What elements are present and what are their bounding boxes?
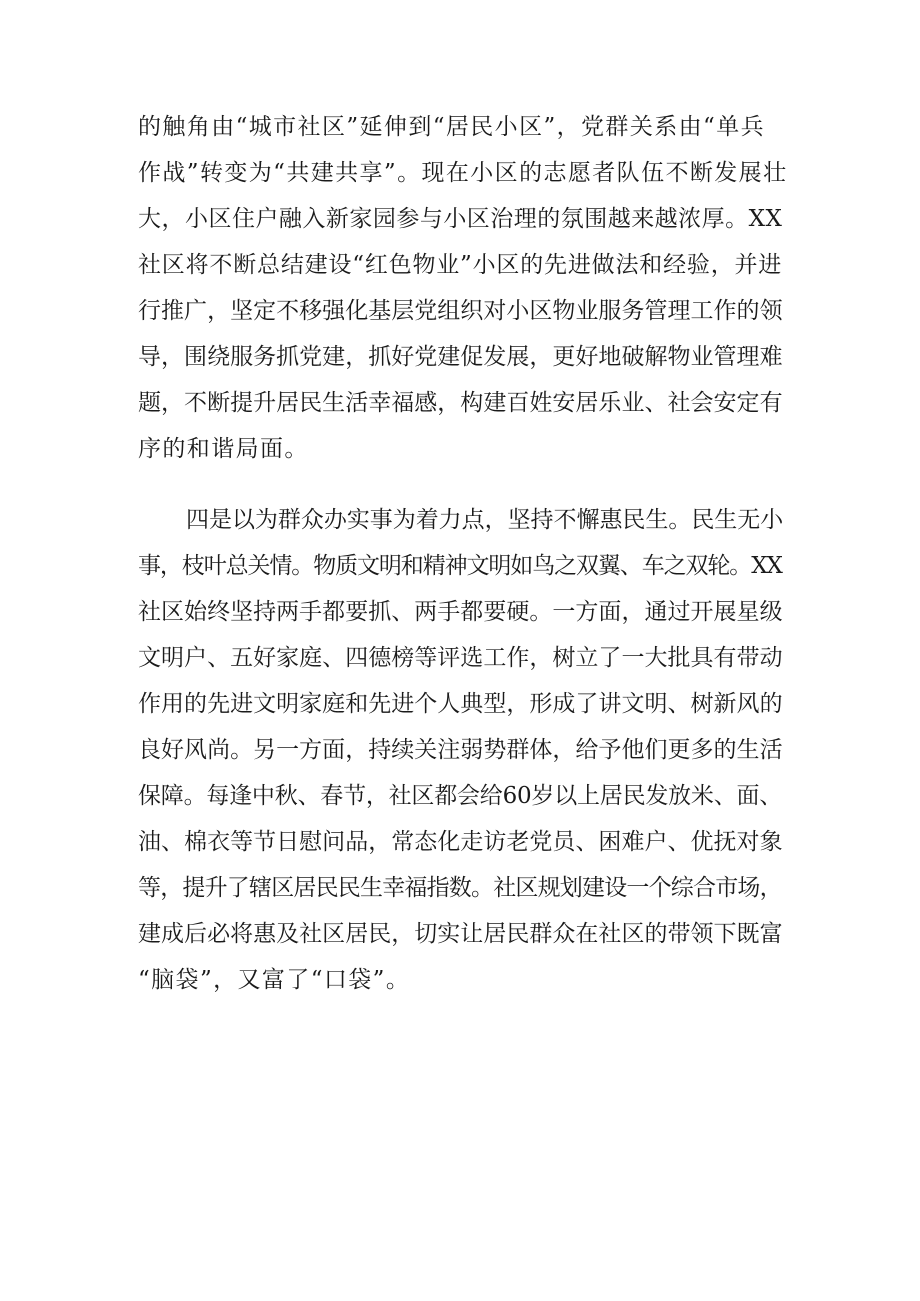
text-line: 文明户、五好家庭、四德榜等评选工作，树立了一大批具有带动 <box>138 645 783 671</box>
text-line: 社区始终坚持两手都要抓、两手都要硬。一方面，通过开展星级 <box>138 599 783 625</box>
text-line: 事，枝叶总关情。物质文明和精神文明如鸟之双翼、车之双轮。XX <box>138 553 782 579</box>
text-line: 社区将不断总结建设“红色物业”小区的先进做法和经验，并进 <box>138 252 783 278</box>
text-line: 作战”转变为“共建共享”。现在小区的志愿者队伍不断发展壮 <box>138 160 788 186</box>
text-line-indented: 四是以为群众办实事为着力点，坚持不懈惠民生。民生无小 <box>186 507 784 533</box>
text-line: 作用的先进文明家庭和先进个人典型，形成了讲文明、树新风的 <box>138 691 783 717</box>
text-line: 保障。每逢中秋、春节，社区都会给60岁以上居民发放米、面、 <box>138 783 783 809</box>
text-line: 序的和谐局面。 <box>138 436 309 462</box>
text-line: “脑袋”，又富了“口袋”。 <box>138 967 411 993</box>
text-line: 良好风尚。另一方面，持续关注弱势群体，给予他们更多的生活 <box>138 737 783 763</box>
text-line: 大，小区住户融入新家园参与小区治理的氛围越来越浓厚。XX <box>138 206 783 232</box>
text-line: 导，围绕服务抓党建，抓好党建促发展，更好地破解物业管理难 <box>138 344 783 370</box>
text-line: 等，提升了辖区居民民生幸福指数。社区规划建设一个综合市场， <box>138 875 782 901</box>
text-line: 行推广，坚定不移强化基层党组织对小区物业服务管理工作的领 <box>138 298 783 324</box>
text-line: 油、棉衣等节日慰问品，常态化走访老党员、困难户、优抚对象 <box>138 829 783 855</box>
text-line: 建成后必将惠及社区居民，切实让居民群众在社区的带领下既富 <box>138 921 783 947</box>
text-line: 题，不断提升居民生活幸福感，构建百姓安居乐业、社会安定有 <box>138 390 783 416</box>
text-line: 的触角由“城市社区”延伸到“居民小区”，党群关系由“单兵 <box>138 114 765 140</box>
